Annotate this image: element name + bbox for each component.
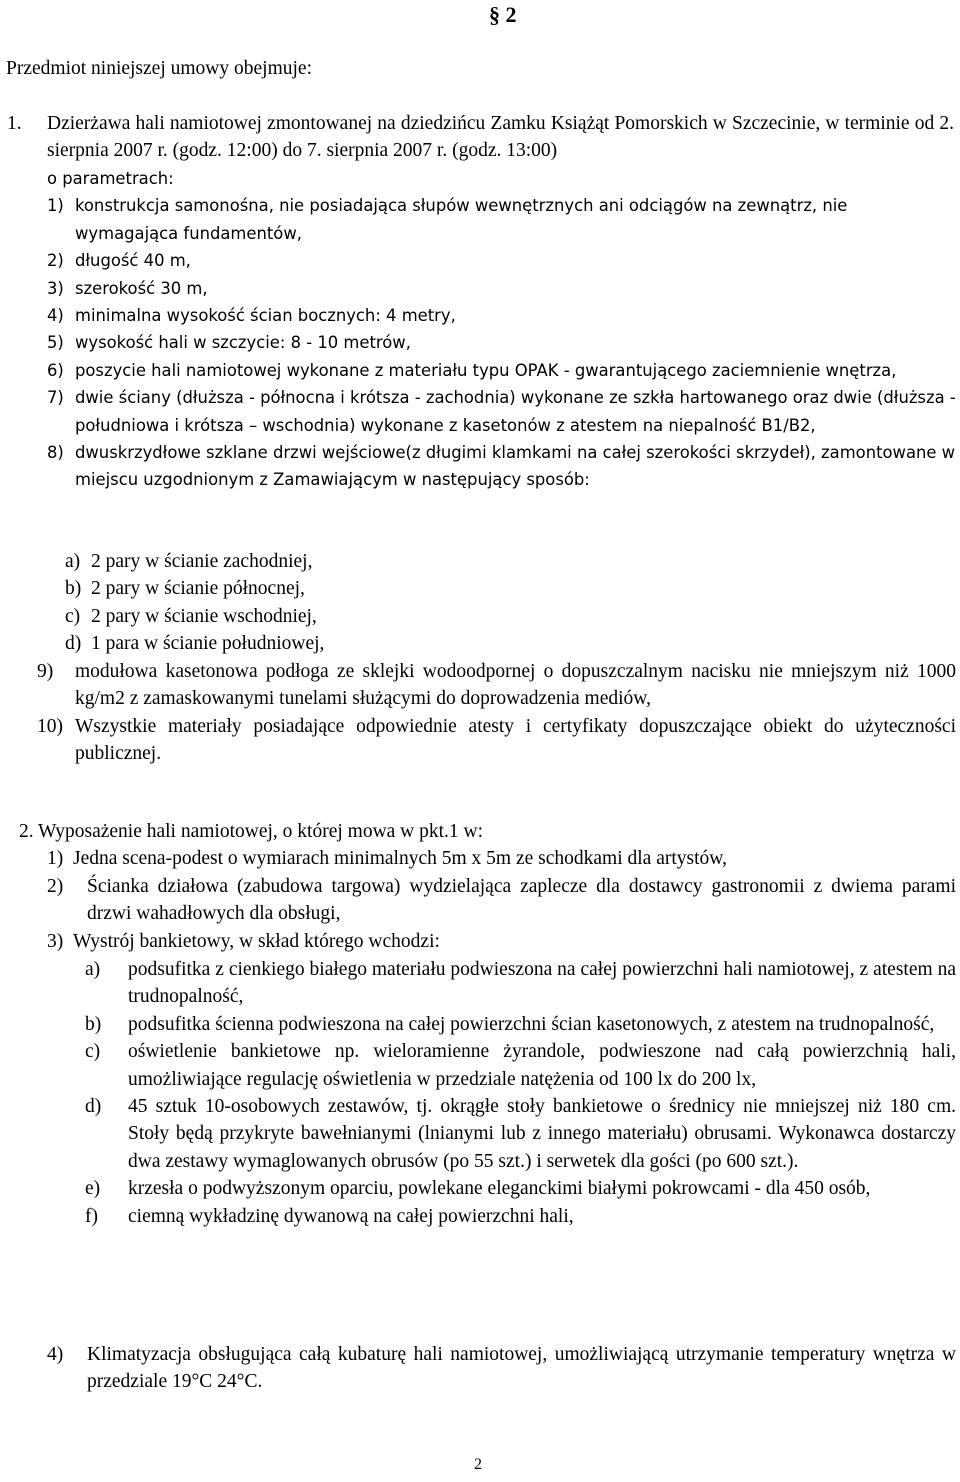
decor-text: krzesła o podwyższonym oparciu, powlekane eleganckimi białymi pokrowcami - dla 450 osób, — [128, 1178, 871, 1200]
decor-letter: b) — [85, 1013, 102, 1035]
param-row — [0, 247, 960, 274]
decor-text: 45 sztuk 10-osobowych zestawów, tj. okrągłe stoły bankietowe o średnicy nie mniejszej niż 180 cm. Stoły będą przykryte bawełnianymi (lnianymi lub z innego materiału) obrusami. Wykonawca dostarczy dwa zestawy wymaglowanych obrusów (po 55 szt.) i serwetek dla gości (po 600 szt.). — [128, 1096, 956, 1172]
sub-number: 2) — [47, 875, 64, 897]
decor-letter: f) — [85, 1205, 98, 1227]
params-label: o parametrach: — [47, 169, 174, 188]
decor-text: podsufitka ścienna podwieszona na całej powierzchni ścian kasetonowych, z atestem na trudnopalność, — [128, 1013, 935, 1035]
param-text: dwie ściany (dłuższa - północna i krótsza - zachodnia) wykonane ze szkła hartowanego oraz dwie (dłuższa - południowa i krótsza – wschodnia) wykonane z kasetonów z atestem na niepalność B1/B2, — [75, 388, 956, 435]
sub-text: Jedna scena-podest o wymiarach minimalnych 5m x 5m ze schodkami dla artystów, — [73, 848, 727, 870]
decor-row — [0, 1038, 960, 1093]
door-letter: d) — [65, 633, 82, 655]
door-row — [0, 630, 960, 657]
param-text: konstrukcja samonośna, nie posiadająca słupów wewnętrznych ani odciągów na zewnątrz, nie wymagająca fundamentów, — [75, 196, 848, 243]
param-row — [0, 192, 960, 247]
sub-row — [0, 1341, 960, 1396]
param-number: 8) — [47, 443, 64, 463]
door-row — [0, 575, 960, 602]
door-list — [0, 548, 960, 658]
intro-text: Przedmiot niniejszej umowy obejmuje: — [6, 58, 312, 79]
item-2-number: 2. — [19, 821, 34, 842]
param-number: 1) — [47, 196, 64, 216]
param-row — [0, 658, 960, 713]
sub-4 — [0, 1341, 960, 1396]
param-number: 3) — [47, 278, 64, 298]
param-text: szerokość 30 m, — [75, 278, 208, 298]
item-1-number: 1. — [7, 113, 22, 134]
decor-row — [0, 1093, 960, 1175]
sub-text: Ścianka działowa (zabudowa targowa) wydzielająca zaplecze dla dostawcy gastronomii z dwiema parami drzwi wahadłowych dla obsługi, — [87, 875, 956, 925]
decor-text: podsufitka z cienkiego białego materiału podwieszona na całej powierzchni hali namiotowej, z atestem na trudnopalność, — [128, 959, 956, 1008]
param-number: 7) — [47, 388, 64, 408]
param-number: 4) — [47, 306, 64, 326]
section-mark: § 2 — [489, 2, 517, 27]
param-row — [0, 302, 960, 329]
param-number: 6) — [47, 360, 64, 380]
param-row — [0, 329, 960, 356]
sub-number: 3) — [47, 930, 64, 952]
param-text: dwuskrzydłowe szklane drzwi wejściowe(z długimi klamkami na całej szerokości skrzydeł), zamontowane w miejscu uzgodnionym z Zamawiającym w następujący sposób: — [75, 443, 956, 490]
item-1-params — [0, 165, 960, 494]
sub-row — [0, 928, 960, 955]
sub-row — [0, 845, 960, 872]
param-text: wysokość hali w szczycie: 8 - 10 metrów, — [75, 333, 411, 353]
door-letter: b) — [65, 578, 82, 600]
param-row — [0, 713, 960, 768]
sub-text: Wystrój bankietowy, w skład którego wchodzi: — [73, 930, 440, 952]
item-2-text: Wyposażenie hali namiotowej, o której mowa w pkt.1 w: — [38, 821, 484, 842]
param-row — [0, 357, 960, 384]
decor-letter: c) — [85, 1041, 101, 1063]
decor-letter: a) — [85, 959, 101, 980]
door-text: 2 pary w ścianie północnej, — [91, 578, 305, 600]
door-text: 2 pary w ścianie wschodniej, — [91, 605, 317, 627]
decor-list — [0, 956, 960, 1230]
param-9-10 — [0, 658, 960, 768]
item-1 — [0, 110, 960, 165]
decor-text: oświetlenie bankietowe np. wieloramienne żyrandole, podwieszone nad całą powierzchnią hali, umożliwiające regulację oświetlenia w przedziale natężenia od 100 lx do 200 lx, — [128, 1041, 956, 1090]
decor-text: ciemną wykładzinę dywanową na całej powierzchni hali, — [128, 1205, 574, 1227]
param-text: Wszystkie materiały posiadające odpowiednie atesty i certyfikaty dopuszczające obiekt do użyteczności publicznej. — [75, 715, 956, 765]
decor-row — [0, 1203, 960, 1230]
door-letter: c) — [65, 605, 81, 627]
item-1-text: Dzierżawa hali namiotowej zmontowanej na dziedzińcu Zamku Książąt Pomorskich w Szczecinie, w terminie od 2. sierpnia 2007 r. (godz. 12:00) do 7. sierpnia 2007 r. (godz. 13:00) — [47, 113, 954, 162]
param-number: 10) — [37, 715, 63, 737]
door-letter: a) — [65, 551, 81, 572]
param-number: 2) — [47, 251, 64, 271]
sub-row — [0, 873, 960, 928]
sub-number: 4) — [47, 1344, 64, 1365]
item-2 — [0, 818, 960, 955]
door-row — [0, 603, 960, 630]
param-number: 5) — [47, 333, 64, 353]
param-row — [0, 384, 960, 439]
param-text: modułowa kasetonowa podłoga ze sklejki wodoodpornej o dopuszczalnym nacisku nie mniejszym niż 1000 kg/m2 z zamaskowanymi tunelami służącymi do doprowadzenia mediów, — [75, 661, 956, 710]
door-text: 2 pary w ścianie zachodniej, — [91, 551, 313, 572]
param-row — [0, 275, 960, 302]
param-text: długość 40 m, — [75, 251, 191, 271]
decor-letter: e) — [85, 1178, 101, 1200]
decor-letter: d) — [85, 1096, 102, 1118]
sub-number: 1) — [47, 848, 64, 870]
decor-row — [0, 1175, 960, 1202]
decor-row — [0, 1011, 960, 1038]
sub-text: Klimatyzacja obsługująca całą kubaturę hali namiotowej, umożliwiającą utrzymanie temperatury wnętrza w przedziale 19°C 24°C. — [87, 1344, 956, 1393]
param-text: minimalna wysokość ścian bocznych: 4 metry, — [75, 306, 456, 326]
param-row — [0, 439, 960, 494]
param-text: poszycie hali namiotowej wykonane z materiału typu OPAK - gwarantującego zaciemnienie wnętrza, — [75, 360, 897, 380]
param-number: 9) — [37, 661, 54, 682]
door-row — [0, 548, 960, 575]
door-text: 1 para w ścianie południowej, — [91, 633, 325, 655]
page-number: 2 — [474, 1456, 482, 1473]
decor-row — [0, 956, 960, 1011]
